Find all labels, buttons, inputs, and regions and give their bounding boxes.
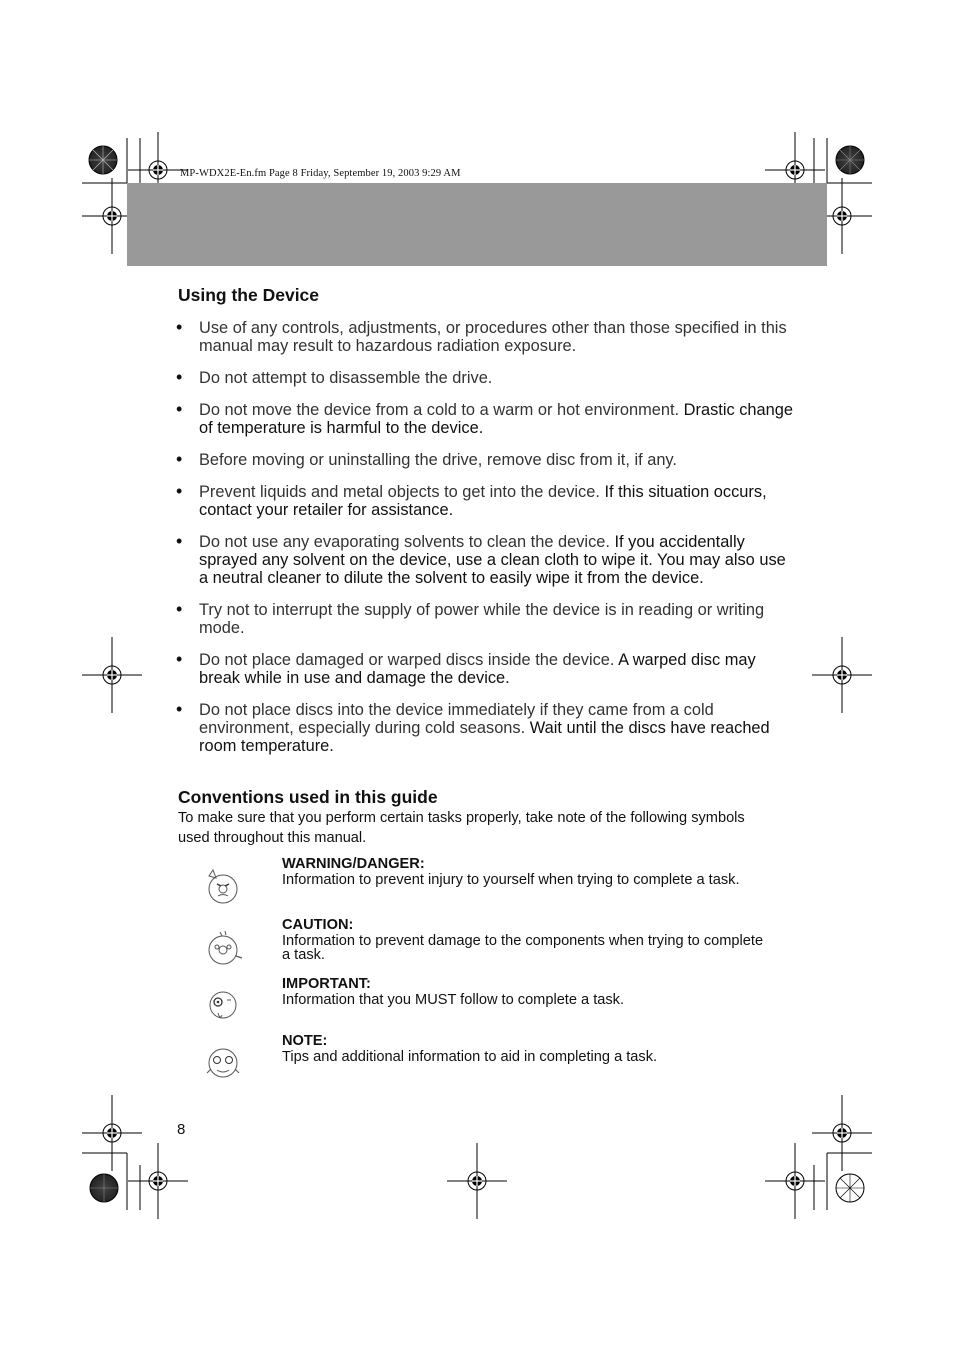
note-disc-icon (203, 1041, 243, 1081)
convention-note (282, 1033, 772, 1064)
print-slug: MP-WDX2E-En.fm Page 8 Friday, September 19, 2003 9:29 AM (180, 168, 461, 179)
convention-text: Tips and additional information to aid in completing a task. (282, 1049, 658, 1065)
list-item: • Do not use any evaporating solvents to clean the device. If you accidentally sprayed any solvent on the device, use a clean cloth to wipe it. You may also use a neutral cleaner to dilute the solvent to easily wipe it from the device. (176, 531, 786, 587)
convention-warning (282, 856, 772, 887)
convention-label: CAUTION: (282, 917, 354, 933)
reg-mark-mid-right (812, 637, 872, 713)
convention-text: Information to prevent injury to yourself when trying to complete a task. (282, 872, 740, 888)
section-title-conventions: Conventions used in this guide (178, 787, 438, 807)
convention-text: Information that you MUST follow to complete a task. (282, 992, 625, 1008)
section-title-using-device: Using the Device (178, 285, 320, 305)
reg-mark-bottom-center (447, 1143, 507, 1219)
convention-label: IMPORTANT: (282, 976, 371, 992)
reg-mark-mid-left (82, 637, 142, 713)
convention-label: NOTE: (282, 1033, 328, 1049)
important-disc-icon (203, 985, 243, 1025)
list-item: • Do not move the device from a cold to a warm or hot environment. Drastic change of temperature is harmful to the device. (176, 399, 793, 437)
convention-caution (282, 917, 772, 962)
list-item: • Before moving or uninstalling the drive, remove disc from it, if any. (176, 449, 677, 470)
conventions-intro: To make sure that you perform certain tasks properly, take note of the following symbols used throughout this manual. (178, 810, 745, 846)
list-item: • Prevent liquids and metal objects to get into the device. If this situation occurs, contact your retailer for assistance. (176, 481, 767, 520)
page-number: 8 (177, 1121, 186, 1138)
reg-mark-bottom-right (765, 1095, 872, 1219)
list-item: • Try not to interrupt the supply of power while the device is in reading or writing mode. (176, 599, 765, 637)
caution-disc-icon (203, 928, 243, 968)
precautions-list (176, 317, 796, 770)
list-item: • Use of any controls, adjustments, or procedures other than those specified in this manual may result to hazardous radiation exposure. (176, 317, 787, 355)
list-item: • Do not attempt to disassemble the drive. (176, 366, 493, 387)
convention-text: Information to prevent damage to the components when trying to complete a task. (282, 933, 764, 963)
list-item: • Do not place damaged or warped discs inside the device. A warped disc may break while in use and damage the device. (176, 649, 756, 687)
list-item: • Do not place discs into the device immediately if they came from a cold environment, especially during cold seasons. Wait until the discs have reached room temperature. (176, 699, 770, 755)
convention-label: WARNING/DANGER: (282, 856, 425, 872)
header-band (127, 183, 827, 266)
convention-important (282, 976, 772, 1007)
warning-disc-icon (203, 866, 243, 906)
reg-mark-bottom-left (82, 1095, 188, 1219)
